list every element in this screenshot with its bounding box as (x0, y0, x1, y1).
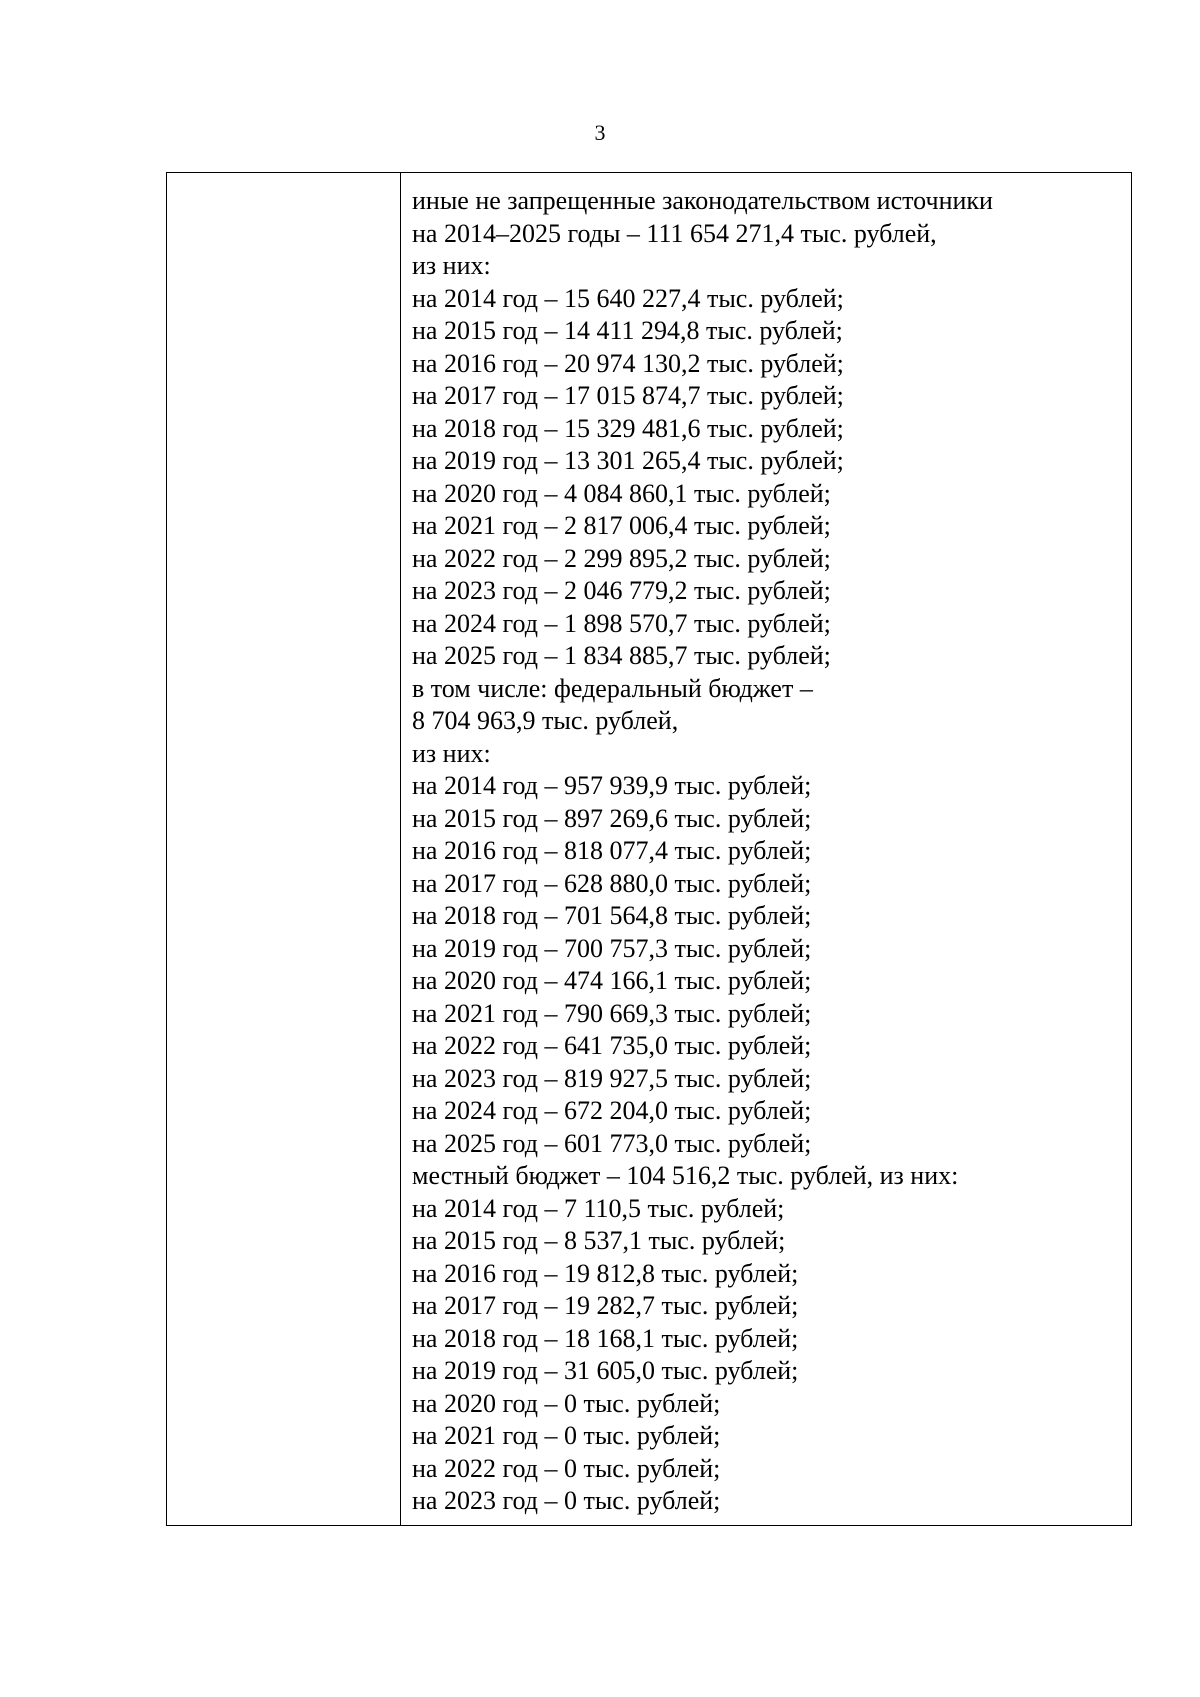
text-line: на 2018 год – 701 564,8 тыс. рублей; (412, 901, 812, 930)
text-line: на 2018 год – 15 329 481,6 тыс. рублей; (412, 413, 844, 443)
text-line: на 2024 год – 672 204,0 тыс. рублей; (412, 1096, 812, 1125)
text-line: на 2023 год – 2 046 779,2 тыс. рублей; (412, 576, 831, 605)
funding-table (166, 172, 1132, 1526)
text-line: на 2016 год – 818 077,4 тыс. рублей; (412, 836, 812, 865)
text-line: из них: (412, 738, 491, 768)
text-line: на 2019 год – 13 301 265,4 тыс. рублей; (412, 446, 844, 475)
text-line: местный бюджет – 104 516,2 тыс. рублей, из них: (412, 1161, 959, 1190)
text-line: на 2014 год – 7 110,5 тыс. рублей; (412, 1193, 785, 1223)
text-line: на 2015 год – 897 269,6 тыс. рублей; (412, 803, 812, 833)
text-line: на 2020 год – 474 166,1 тыс. рублей; (412, 966, 812, 995)
text-line: на 2023 год – 819 927,5 тыс. рублей; (412, 1063, 812, 1093)
table-left-cell (167, 173, 401, 1525)
text-line: на 2019 год – 31 605,0 тыс. рублей; (412, 1356, 799, 1385)
text-line: на 2015 год – 8 537,1 тыс. рублей; (412, 1226, 786, 1255)
text-line: на 2023 год – 0 тыс. рублей; (412, 1486, 721, 1515)
text-line: из них: (412, 251, 491, 280)
text-line: на 2021 год – 2 817 006,4 тыс. рублей; (412, 511, 831, 540)
text-line: на 2025 год – 601 773,0 тыс. рублей; (412, 1128, 812, 1158)
text-line: на 2017 год – 19 282,7 тыс. рублей; (412, 1291, 799, 1320)
text-line: на 2020 год – 4 084 860,1 тыс. рублей; (412, 478, 831, 508)
text-line: на 2025 год – 1 834 885,7 тыс. рублей; (412, 641, 831, 670)
text-line: на 2022 год – 641 735,0 тыс. рублей; (412, 1031, 812, 1060)
text-line: на 2015 год – 14 411 294,8 тыс. рублей; (412, 316, 843, 345)
text-line: на 2017 год – 628 880,0 тыс. рублей; (412, 868, 812, 898)
text-line: на 2014–2025 годы – 111 654 271,4 тыс. рублей, (412, 218, 937, 248)
text-line: на 2021 год – 790 669,3 тыс. рублей; (412, 998, 812, 1028)
text-line: в том числе: федеральный бюджет – (412, 673, 813, 703)
text-line: на 2017 год – 17 015 874,7 тыс. рублей; (412, 381, 844, 410)
text-line: иные не запрещенные законодательством источники (412, 186, 993, 215)
text-line: 8 704 963,9 тыс. рублей, (412, 706, 679, 735)
page-number: 3 (594, 120, 606, 145)
text-line: на 2022 год – 0 тыс. рублей; (412, 1453, 721, 1483)
text-line: на 2016 год – 19 812,8 тыс. рублей; (412, 1258, 799, 1288)
text-line: на 2018 год – 18 168,1 тыс. рублей; (412, 1323, 799, 1353)
text-line: на 2014 год – 15 640 227,4 тыс. рублей; (412, 283, 844, 313)
text-line: на 2020 год – 0 тыс. рублей; (412, 1388, 721, 1418)
text-line: на 2019 год – 700 757,3 тыс. рублей; (412, 933, 812, 963)
text-line: на 2022 год – 2 299 895,2 тыс. рублей; (412, 543, 831, 573)
table-right-cell (401, 173, 1131, 1525)
text-line: на 2014 год – 957 939,9 тыс. рублей; (412, 771, 812, 800)
text-line: на 2024 год – 1 898 570,7 тыс. рублей; (412, 608, 831, 638)
text-line: на 2016 год – 20 974 130,2 тыс. рублей; (412, 348, 844, 378)
text-line: на 2021 год – 0 тыс. рублей; (412, 1421, 721, 1450)
